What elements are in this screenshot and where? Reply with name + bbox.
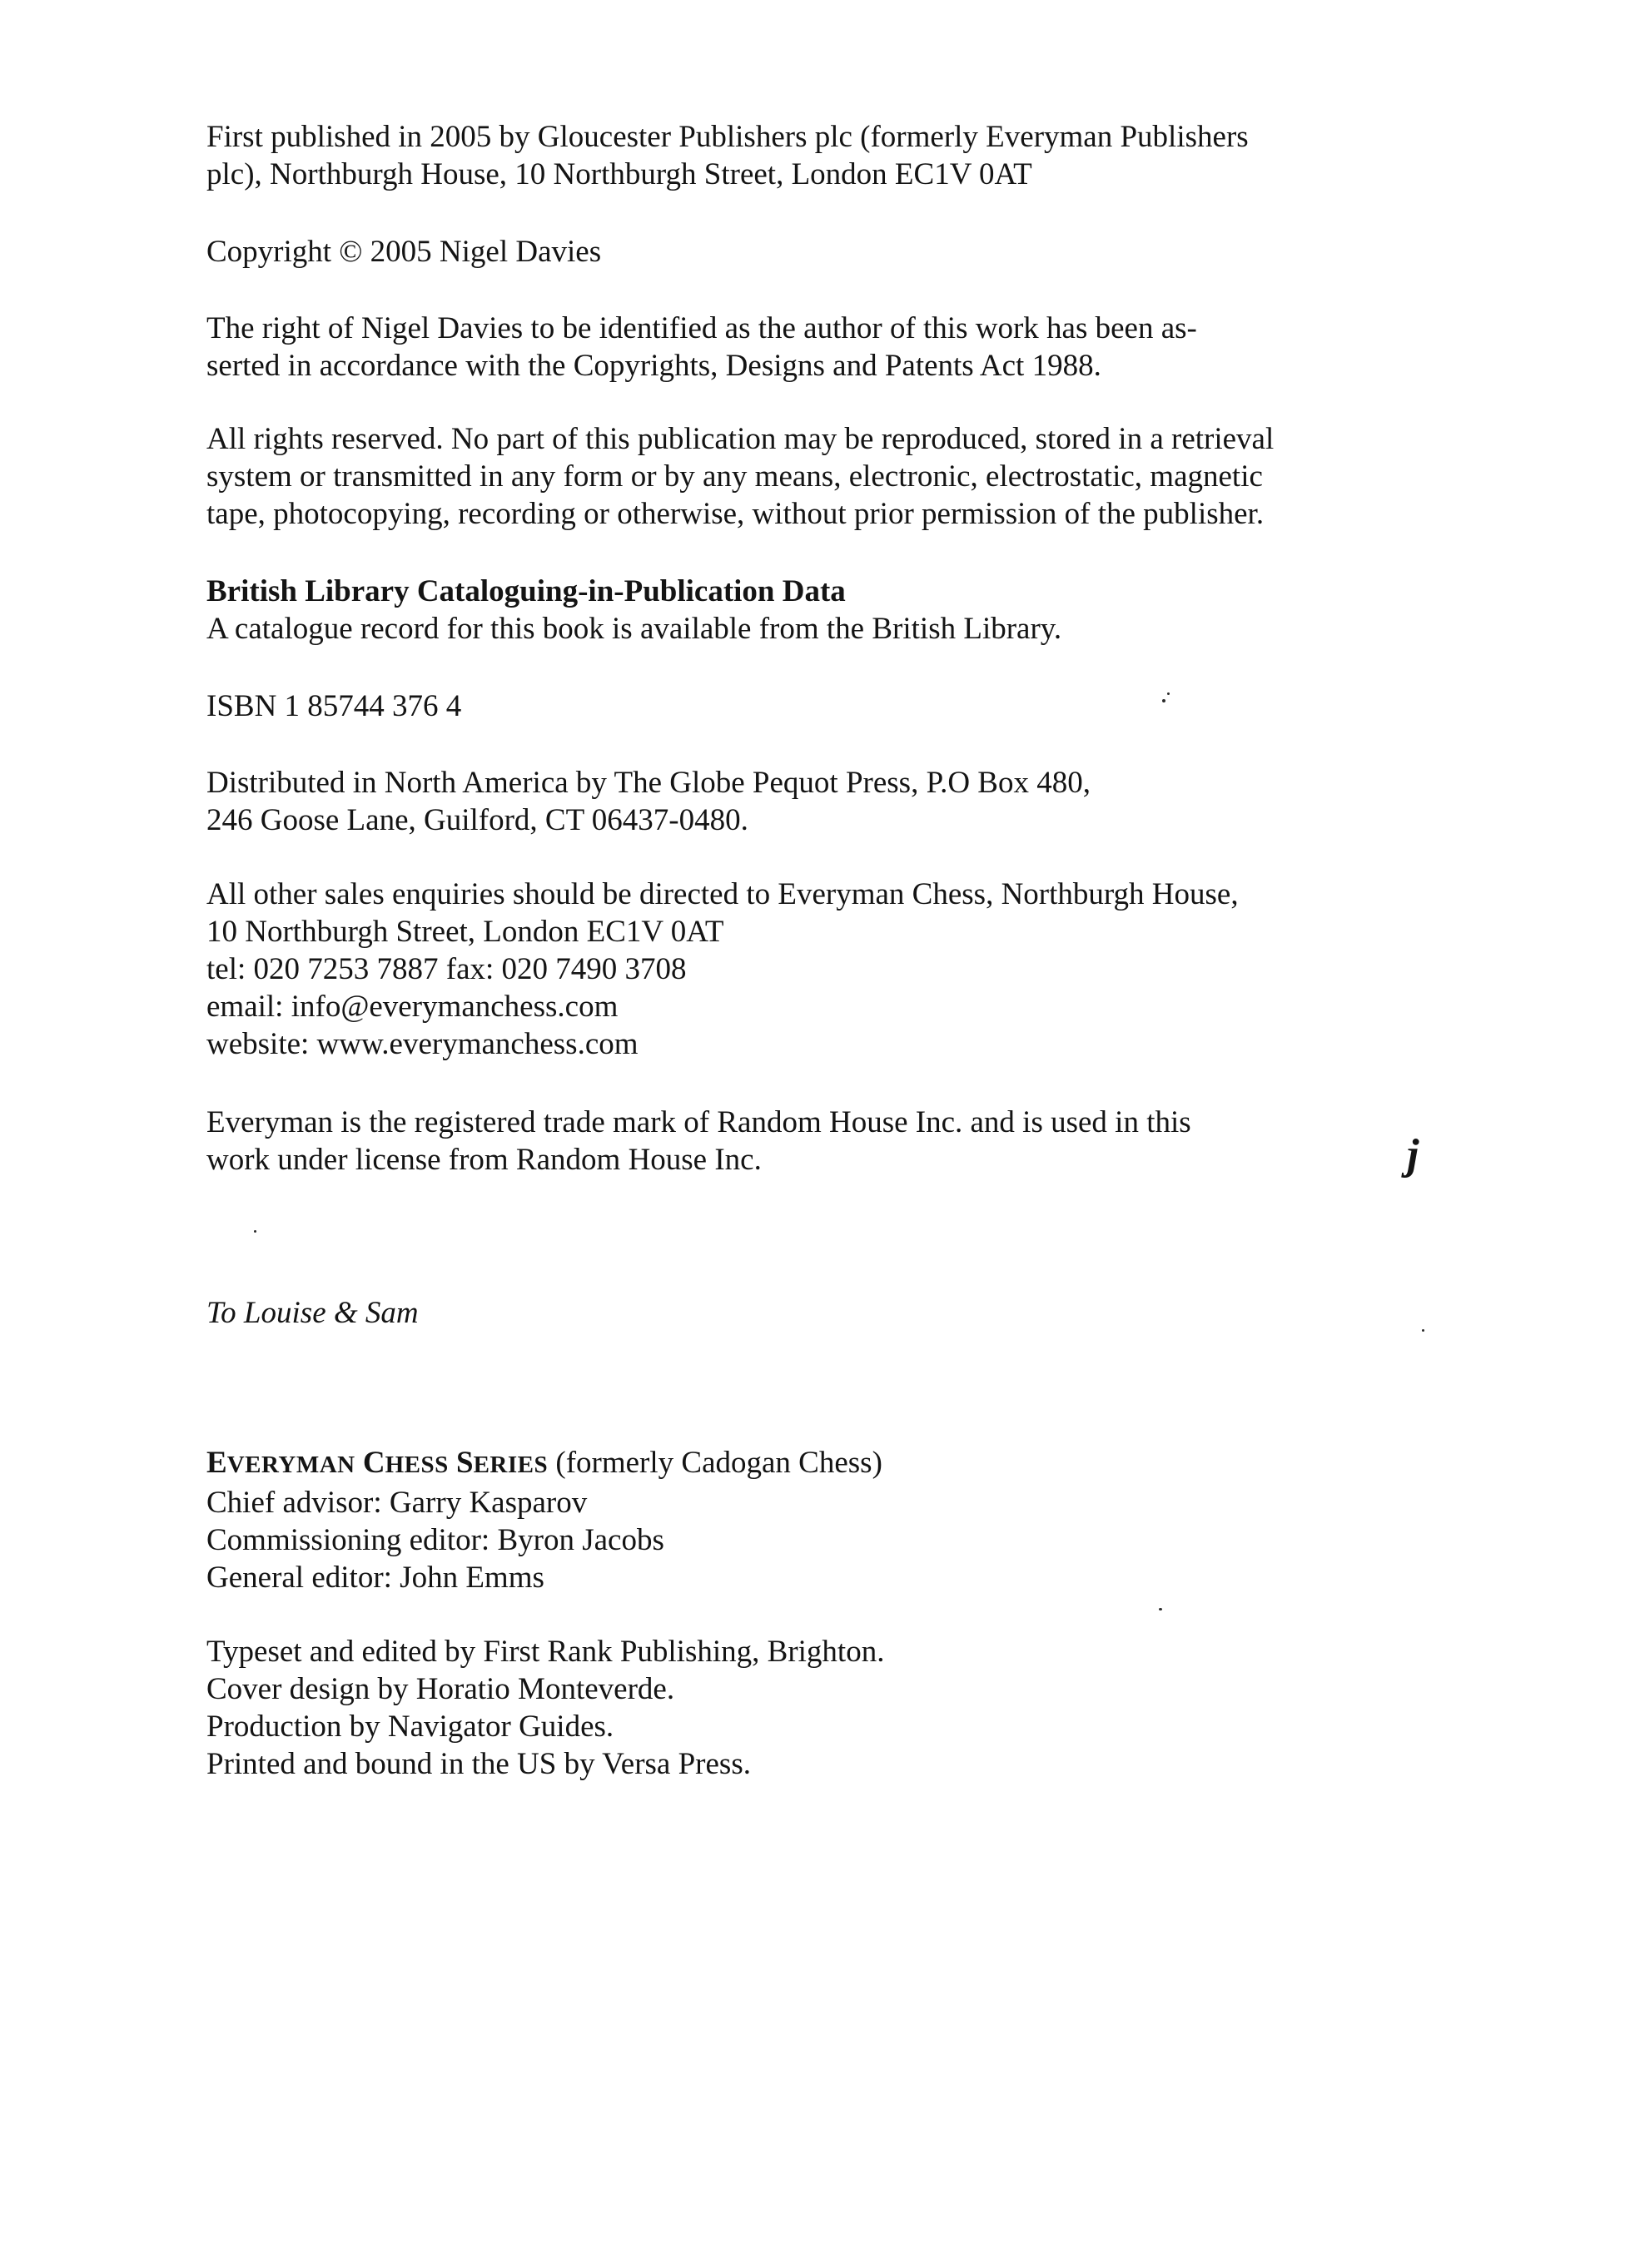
series-title xyxy=(206,1444,1472,1484)
series-title-eries: ERIES xyxy=(473,1452,549,1478)
rights-reserved-line-3: tape, photocopying, recording or otherwise, without prior permission of the publisher. xyxy=(206,497,1265,531)
distribution-paragraph xyxy=(206,764,1472,839)
isbn-paragraph xyxy=(206,687,1472,725)
trademark-line-2: work under license from Random House Inc. xyxy=(206,1143,762,1177)
distribution-line-2: 246 Goose Lane, Guilford, CT 06437-0480. xyxy=(206,803,748,837)
distribution-line-1: Distributed in North America by The Globe Pequot Press, P.O Box 480, xyxy=(206,766,1091,800)
production-printed: Printed and bound in the US by Versa Press. xyxy=(206,1747,751,1781)
publication-line-1: First published in 2005 by Gloucester Publishers plc (formerly Everyman Publishers xyxy=(206,120,1249,154)
series-title-hess: HESS xyxy=(385,1452,449,1478)
cip-heading: British Library Cataloguing-in-Publication Data xyxy=(206,574,846,608)
series-paragraph xyxy=(206,1444,1472,1596)
scan-speck xyxy=(1162,699,1165,702)
copyright-paragraph xyxy=(206,233,1472,270)
series-commissioning-editor: Commissioning editor: Byron Jacobs xyxy=(206,1523,664,1557)
scan-speck xyxy=(254,1230,256,1233)
series-title-c: C xyxy=(355,1446,385,1480)
margin-mark: j xyxy=(1407,1131,1419,1179)
isbn-line: ISBN 1 85744 376 4 xyxy=(206,689,462,723)
dedication xyxy=(206,1294,1472,1332)
sales-tel-fax: tel: 020 7253 7887 fax: 020 7490 3708 xyxy=(206,952,687,986)
moral-rights-line-2: serted in accordance with the Copyrights, Designs and Patents Act 1988. xyxy=(206,349,1101,383)
trademark-line-1: Everyman is the registered trade mark of Random House Inc. and is used in this xyxy=(206,1105,1191,1139)
series-title-s: S xyxy=(448,1446,474,1480)
sales-line-2: 10 Northburgh Street, London EC1V 0AT xyxy=(206,915,724,949)
sales-website: website: www.everymanchess.com xyxy=(206,1027,639,1061)
publication-line-2: plc), Northburgh House, 10 Northburgh Street, London EC1V 0AT xyxy=(206,157,1032,191)
trademark-paragraph xyxy=(206,1104,1472,1179)
sales-email: email: info@everymanchess.com xyxy=(206,990,619,1024)
copyright-line: Copyright © 2005 Nigel Davies xyxy=(206,235,602,269)
series-title-veryman: VERYMAN xyxy=(226,1452,355,1478)
moral-rights-paragraph xyxy=(206,310,1472,385)
production-cover: Cover design by Horatio Monteverde. xyxy=(206,1672,675,1706)
moral-rights-line-1: The right of Nigel Davies to be identified as the author of this work has been as- xyxy=(206,311,1197,345)
series-title-e: E xyxy=(206,1446,227,1480)
series-title-suffix: (formerly Cadogan Chess) xyxy=(548,1446,882,1480)
production-paragraph xyxy=(206,1633,1472,1783)
scan-speck xyxy=(1167,692,1170,695)
sales-paragraph xyxy=(206,876,1472,1063)
scan-speck xyxy=(1159,1608,1162,1610)
rights-reserved-line-1: All rights reserved. No part of this publication may be reproduced, stored in a retrieval xyxy=(206,422,1275,456)
sales-line-1: All other sales enquiries should be directed to Everyman Chess, Northburgh House, xyxy=(206,877,1239,911)
scan-speck xyxy=(1422,1329,1424,1332)
production-production: Production by Navigator Guides. xyxy=(206,1710,614,1744)
cip-paragraph xyxy=(206,573,1472,648)
series-general-editor: General editor: John Emms xyxy=(206,1561,544,1595)
dedication-line: To Louise & Sam xyxy=(206,1296,419,1330)
rights-reserved-paragraph xyxy=(206,420,1472,533)
production-typeset: Typeset and edited by First Rank Publishing, Brighton. xyxy=(206,1635,885,1669)
cip-text: A catalogue record for this book is available from the British Library. xyxy=(206,612,1062,646)
rights-reserved-line-2: system or transmitted in any form or by any means, electronic, electrostatic, magnetic xyxy=(206,459,1263,494)
series-advisor: Chief advisor: Garry Kasparov xyxy=(206,1486,588,1520)
publication-paragraph xyxy=(206,118,1472,193)
